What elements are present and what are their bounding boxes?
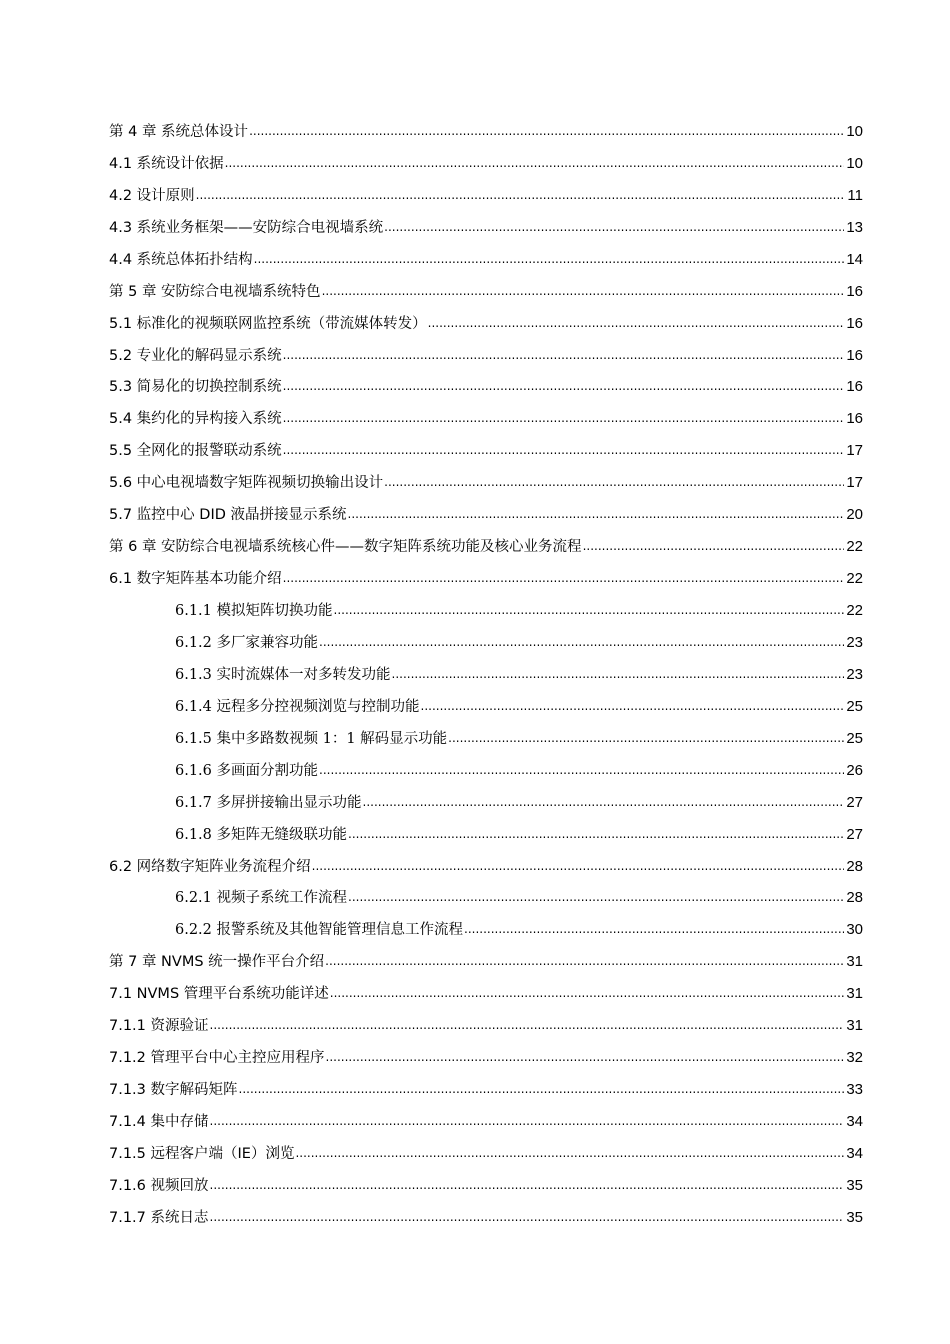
toc-entry[interactable] bbox=[109, 883, 863, 915]
toc-page-number: 27 bbox=[846, 793, 863, 811]
toc-entry[interactable] bbox=[109, 403, 863, 435]
toc-entry-title: 7.1.2 管理平台中心主控应用程序 bbox=[109, 1050, 325, 1067]
toc-page-number: 32 bbox=[846, 1049, 863, 1067]
toc-page-number: 25 bbox=[846, 697, 863, 715]
toc-entry[interactable] bbox=[109, 1202, 863, 1234]
dot-leader bbox=[225, 154, 844, 174]
toc-entry[interactable] bbox=[109, 563, 863, 595]
dot-leader bbox=[239, 1080, 844, 1100]
toc-entry-title: 5.2 专业化的解码显示系统 bbox=[109, 347, 282, 364]
toc-entry-title: 6.1.8 多矩阵无缝级联功能 bbox=[175, 826, 348, 843]
dot-leader bbox=[283, 409, 844, 429]
dot-leader bbox=[428, 314, 844, 334]
dot-leader bbox=[464, 920, 844, 940]
toc-page-number: 16 bbox=[846, 378, 863, 396]
toc-entry[interactable] bbox=[109, 180, 863, 212]
dot-leader bbox=[210, 1176, 844, 1196]
dot-leader bbox=[384, 218, 844, 238]
toc-entry[interactable] bbox=[109, 499, 863, 531]
toc-page-number: 27 bbox=[846, 825, 863, 843]
toc-entry-title: 第 4 章 系统总体设计 bbox=[109, 123, 249, 140]
toc-entry[interactable] bbox=[109, 340, 863, 372]
dot-leader bbox=[254, 250, 844, 270]
dot-leader bbox=[210, 1208, 844, 1228]
toc-entry[interactable] bbox=[109, 755, 863, 787]
dot-leader bbox=[348, 505, 845, 525]
toc-page-number: 23 bbox=[846, 633, 863, 651]
dot-leader bbox=[334, 601, 844, 621]
dot-leader bbox=[319, 633, 844, 653]
toc-page-number: 31 bbox=[846, 953, 863, 971]
dot-leader bbox=[392, 665, 844, 685]
toc-entry[interactable] bbox=[109, 946, 863, 978]
toc-entry[interactable] bbox=[109, 978, 863, 1010]
toc-page-number: 11 bbox=[847, 186, 863, 204]
dot-leader bbox=[249, 122, 844, 142]
toc-page-number: 10 bbox=[846, 122, 863, 140]
toc-page-number: 17 bbox=[846, 474, 863, 492]
toc-entry-title: 5.1 标准化的视频联网监控系统（带流媒体转发） bbox=[109, 315, 427, 332]
toc-page-number: 28 bbox=[846, 889, 863, 907]
toc-page-number: 16 bbox=[846, 346, 863, 364]
toc-entry[interactable] bbox=[109, 723, 863, 755]
toc-entry-title: 7.1.1 资源验证 bbox=[109, 1018, 209, 1035]
dot-leader bbox=[348, 825, 844, 845]
toc-entry-title: 5.3 简易化的切换控制系统 bbox=[109, 379, 282, 396]
toc-entry-title: 5.6 中心电视墙数字矩阵视频切换输出设计 bbox=[109, 475, 384, 492]
toc-entry-title: 7.1.5 远程客户端（IE）浏览 bbox=[109, 1145, 295, 1162]
dot-leader bbox=[325, 952, 844, 972]
toc-entry-title: 6.1.1 模拟矩阵切换功能 bbox=[175, 603, 333, 620]
toc-entry-title: 4.1 系统设计依据 bbox=[109, 155, 224, 172]
toc-entry[interactable] bbox=[109, 531, 863, 563]
toc-entry[interactable] bbox=[109, 116, 863, 148]
dot-leader bbox=[330, 984, 844, 1004]
toc-page-number: 31 bbox=[846, 985, 863, 1003]
toc-entry-title: 5.4 集约化的异构接入系统 bbox=[109, 411, 282, 428]
toc-entry-title: 6.1.2 多厂家兼容功能 bbox=[175, 634, 319, 651]
toc-entry[interactable] bbox=[109, 1138, 863, 1170]
toc-entry-title: 6.2 网络数字矩阵业务流程介绍 bbox=[109, 858, 311, 875]
toc-entry[interactable] bbox=[109, 1170, 863, 1202]
toc-entry-title: 4.4 系统总体拓扑结构 bbox=[109, 251, 253, 268]
toc-page-number: 16 bbox=[846, 410, 863, 428]
toc-page-number: 13 bbox=[846, 218, 863, 236]
toc-entry-title: 7.1 NVMS 管理平台系统功能详述 bbox=[109, 986, 329, 1003]
toc-entry[interactable] bbox=[109, 1010, 863, 1042]
table-of-contents bbox=[109, 116, 863, 1234]
toc-entry-title: 第 7 章 NVMS 统一操作平台介绍 bbox=[109, 954, 325, 971]
toc-page-number: 35 bbox=[846, 1176, 863, 1194]
dot-leader bbox=[322, 282, 844, 302]
dot-leader bbox=[283, 441, 844, 461]
toc-entry-title: 7.1.7 系统日志 bbox=[109, 1209, 209, 1226]
toc-page-number: 25 bbox=[846, 729, 863, 747]
dot-leader bbox=[583, 537, 844, 557]
toc-entry-title: 6.2.1 视频子系统工作流程 bbox=[175, 890, 348, 907]
toc-page-number: 26 bbox=[846, 761, 863, 779]
toc-page-number: 20 bbox=[846, 506, 863, 524]
toc-entry[interactable] bbox=[109, 212, 863, 244]
toc-entry-title: 7.1.6 视频回放 bbox=[109, 1177, 209, 1194]
dot-leader bbox=[210, 1112, 844, 1132]
toc-page-number: 10 bbox=[846, 154, 863, 172]
toc-entry-title: 4.3 系统业务框架——安防综合电视墙系统 bbox=[109, 219, 384, 236]
toc-page-number: 35 bbox=[846, 1208, 863, 1226]
toc-page-number: 31 bbox=[846, 1017, 863, 1035]
toc-entry[interactable] bbox=[109, 1106, 863, 1138]
dot-leader bbox=[326, 1048, 844, 1068]
toc-entry-title: 6.1.3 实时流媒体一对多转发功能 bbox=[175, 666, 391, 683]
toc-entry-title: 6.1.6 多画面分割功能 bbox=[175, 762, 319, 779]
toc-entry-title: 6.1.5 集中多路数视频 1：1 解码显示功能 bbox=[175, 730, 448, 747]
toc-entry[interactable] bbox=[109, 435, 863, 467]
toc-entry-title: 5.7 监控中心 DID 液晶拼接显示系统 bbox=[109, 507, 347, 524]
dot-leader bbox=[283, 569, 844, 589]
dot-leader bbox=[312, 857, 844, 877]
toc-entry[interactable] bbox=[109, 691, 863, 723]
toc-page-number: 22 bbox=[846, 570, 863, 588]
toc-entry-title: 6.1.7 多屏拼接输出显示功能 bbox=[175, 794, 362, 811]
toc-entry[interactable] bbox=[109, 244, 863, 276]
dot-leader bbox=[295, 1144, 844, 1164]
toc-entry-title: 6.1.4 远程多分控视频浏览与控制功能 bbox=[175, 698, 420, 715]
dot-leader bbox=[319, 761, 844, 781]
toc-entry-title: 6.1 数字矩阵基本功能介绍 bbox=[109, 571, 282, 588]
toc-entry[interactable] bbox=[109, 467, 863, 499]
toc-entry[interactable] bbox=[109, 819, 863, 851]
toc-page-number: 30 bbox=[846, 921, 863, 939]
toc-entry[interactable] bbox=[109, 308, 863, 340]
toc-page-number: 22 bbox=[846, 538, 863, 556]
toc-page-number: 34 bbox=[846, 1113, 863, 1131]
toc-entry[interactable] bbox=[109, 914, 863, 946]
dot-leader bbox=[196, 186, 844, 206]
toc-entry[interactable] bbox=[109, 595, 863, 627]
toc-page-number: 16 bbox=[846, 282, 863, 300]
toc-entry[interactable] bbox=[109, 787, 863, 819]
toc-entry-title: 5.5 全网化的报警联动系统 bbox=[109, 443, 282, 460]
dot-leader bbox=[448, 729, 844, 749]
toc-page-number: 23 bbox=[846, 665, 863, 683]
toc-page-number: 22 bbox=[846, 602, 863, 620]
toc-entry[interactable] bbox=[109, 148, 863, 180]
dot-leader bbox=[283, 377, 844, 397]
toc-entry-title: 7.1.4 集中存储 bbox=[109, 1114, 209, 1131]
toc-page-number: 33 bbox=[846, 1081, 863, 1099]
toc-entry-title: 第 6 章 安防综合电视墙系统核心件——数字矩阵系统功能及核心业务流程 bbox=[109, 539, 582, 556]
dot-leader bbox=[283, 346, 844, 366]
toc-entry[interactable] bbox=[109, 1074, 863, 1106]
toc-page-number: 28 bbox=[846, 857, 863, 875]
toc-page-number: 17 bbox=[846, 442, 863, 460]
toc-entry-title: 第 5 章 安防综合电视墙系统特色 bbox=[109, 283, 321, 300]
dot-leader bbox=[363, 793, 844, 813]
dot-leader bbox=[421, 697, 844, 717]
toc-entry-title: 4.2 设计原则 bbox=[109, 187, 195, 204]
toc-page-number: 34 bbox=[846, 1144, 863, 1162]
toc-entry[interactable] bbox=[109, 1042, 863, 1074]
toc-entry[interactable] bbox=[109, 851, 863, 883]
dot-leader bbox=[210, 1016, 844, 1036]
dot-leader bbox=[384, 473, 844, 493]
toc-page-number: 14 bbox=[846, 250, 863, 268]
toc-entry-title: 6.2.2 报警系统及其他智能管理信息工作流程 bbox=[175, 922, 464, 939]
toc-entry-title: 7.1.3 数字解码矩阵 bbox=[109, 1082, 238, 1099]
dot-leader bbox=[348, 888, 844, 908]
toc-entry[interactable] bbox=[109, 659, 863, 691]
toc-page-number: 16 bbox=[846, 314, 863, 332]
toc-entry[interactable] bbox=[109, 627, 863, 659]
toc-entry[interactable] bbox=[109, 372, 863, 404]
toc-entry[interactable] bbox=[109, 276, 863, 308]
